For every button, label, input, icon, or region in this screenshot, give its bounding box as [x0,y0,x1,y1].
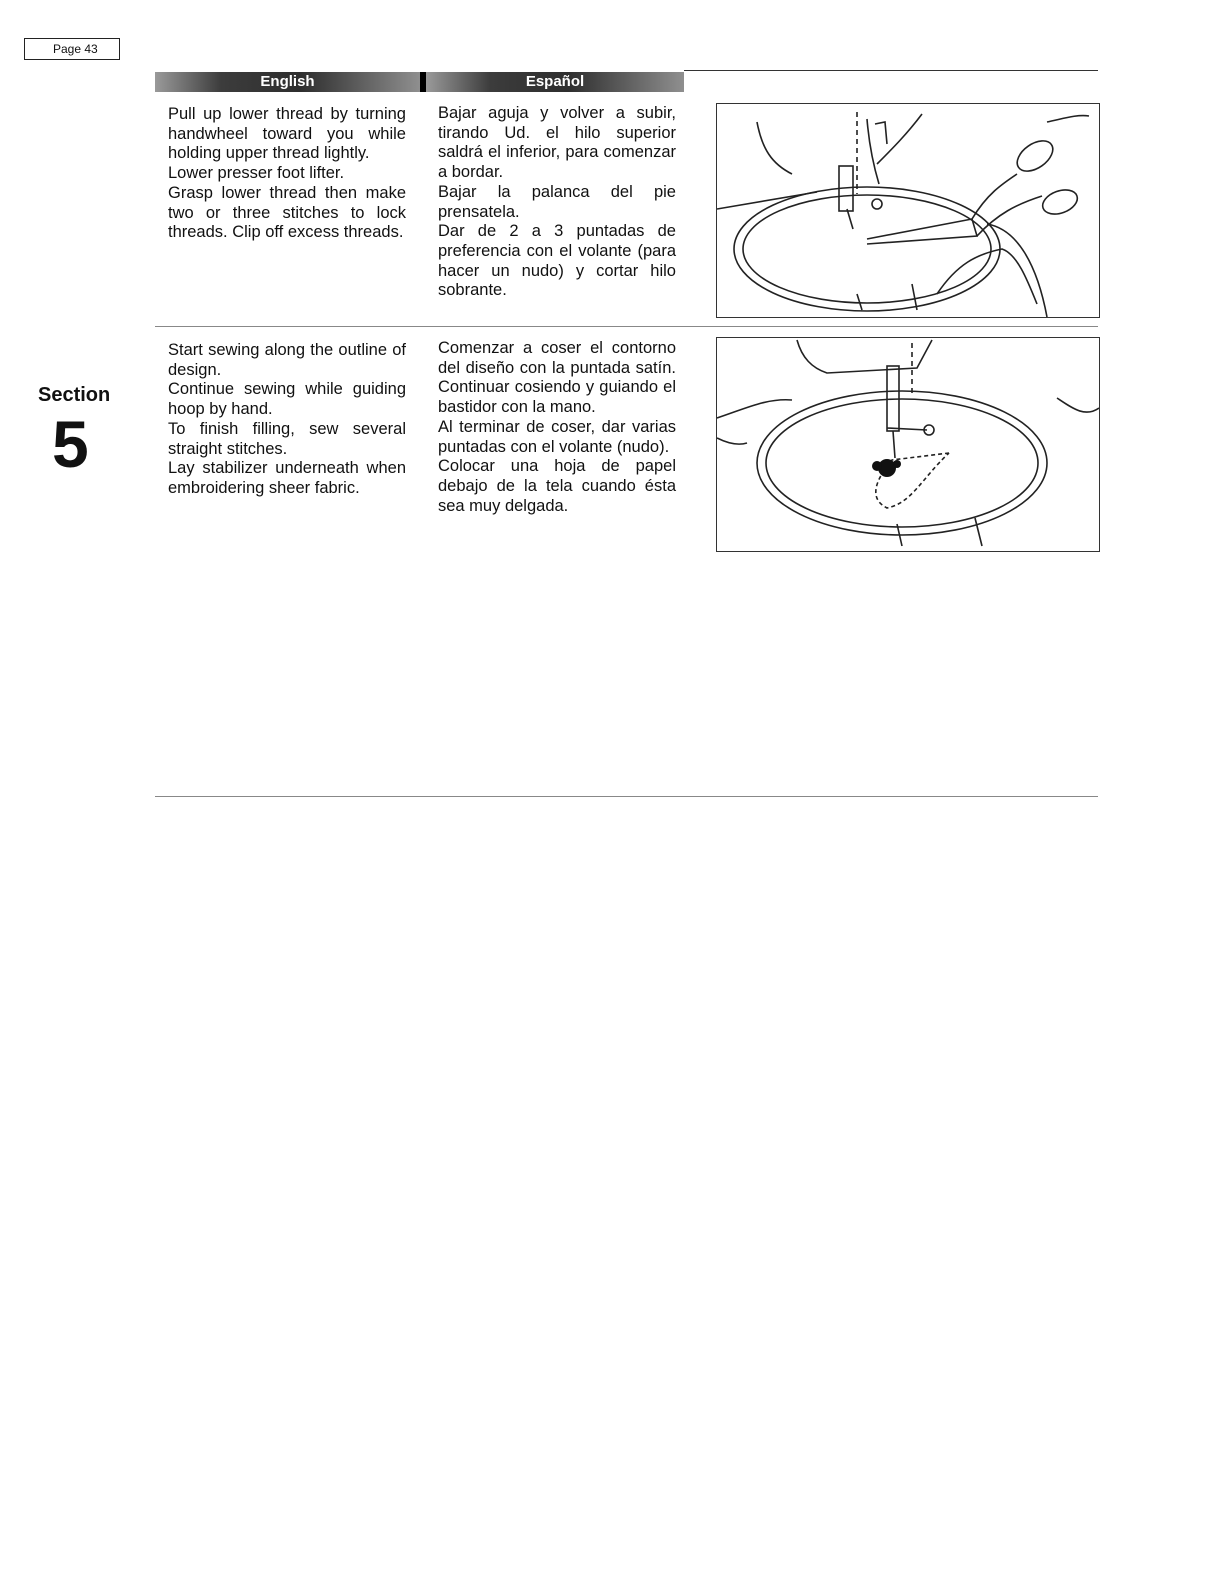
step2-en-para: Lay stabilizer underneath when embroidering sheer fabric. [168,459,406,497]
step2-spanish [438,339,676,516]
scissors-cutting-thread-illustration [716,103,1100,318]
step1-en-para: Lower presser foot lifter. [168,164,345,183]
bottom-rule [155,796,1098,797]
step2-en-para: Continue sewing while guiding hoop by hand. [168,380,406,419]
step2-en-para: Start sewing along the outline of design. [168,341,406,379]
step1-es-para: Bajar la palanca del pie prensatela. [438,182,676,221]
step1-en-para: Pull up lower thread by turning handwheel toward you while holding upper thread lightly. [168,105,406,163]
section-number: 5 [52,407,89,481]
step1-spanish [438,104,676,301]
step-divider [155,326,1098,327]
step2-en-para: To finish filling, sew several straight stitches. [168,419,406,458]
needle-embroidering-illustration [716,337,1100,552]
page-number-box: Page 43 [24,38,120,60]
section-label: Section [38,384,111,406]
header-rule [684,70,1098,71]
step1-english [168,105,406,243]
english-header: English [155,72,420,92]
step2-english [168,341,406,499]
step1-es-para: Bajar aguja y volver a subir, tirando Ud. el hilo superior saldrá el inferior, para comenzar a bordar. [438,104,676,182]
step1-es-para: Dar de 2 a 3 puntadas de preferencia con el volante (para hacer un nudo) y cortar hilo sobrante. [438,222,676,300]
step2-es-para: Al terminar de coser, dar varias puntadas con el volante (nudo). [438,417,676,456]
step1-en-para: Grasp lower thread then make two or three stitches to lock threads. Clip off excess threads. [168,183,406,242]
step2-es-para: Comenzar a coser el contorno del diseño con la puntada satín. Continuar cosiendo y guiando el bastidor con la mano. [438,339,676,417]
spanish-header: Español [426,72,684,92]
step2-es-para: Colocar una hoja de papel debajo de la tela cuando ésta sea muy delgada. [438,457,676,515]
